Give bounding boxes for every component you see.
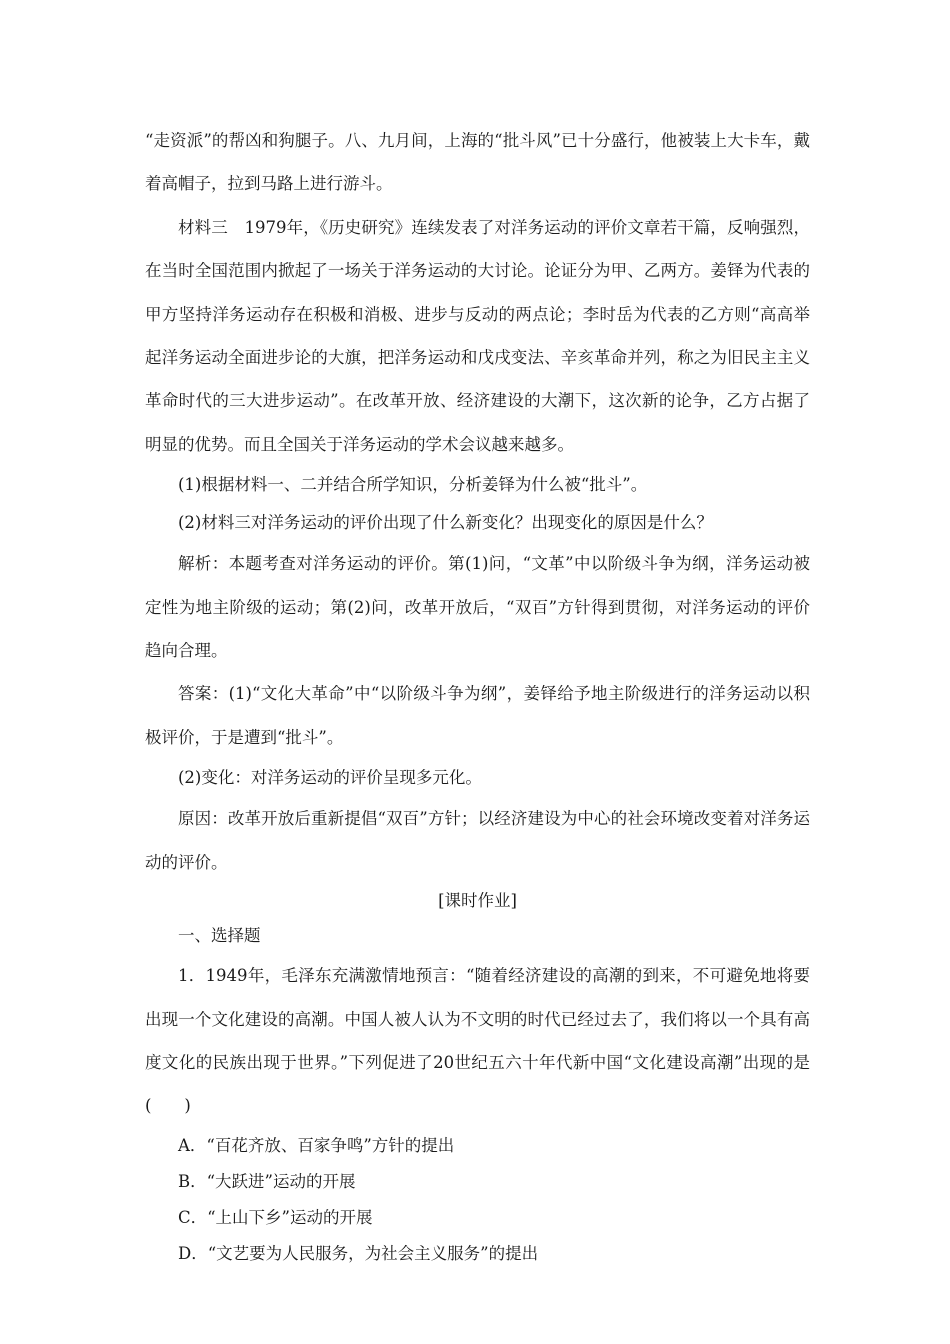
paragraph-material-two-end: “走资派”的帮凶和狗腿子。八、九月间，上海的“批斗风”已十分盛行，他被装上大卡车，戴着高帽子，拉到马路上进行游斗。 (145, 131, 810, 194)
option-b: B．“大跃进”运动的开展 (178, 1171, 356, 1191)
question-1-prompt: (1)根据材料一、二并结合所学知识，分析姜铎为什么被“批斗”。 (178, 475, 648, 495)
answer-change: (2)变化：对洋务运动的评价呈现多元化。 (178, 768, 482, 788)
option-c: C．“上山下乡”运动的开展 (178, 1207, 373, 1227)
option-a: A．“百花齐放、百家争鸣”方针的提出 (178, 1135, 455, 1155)
section-heading: 一、选择题 (178, 926, 261, 946)
question-stem: 1．1949年，毛泽东充满激情地预言：“随着经济建设的高潮的到来，不可避免地将要出现一个文化建设的高潮。中国人被人认为不文明的时代已经过去了，我们将以一个具有高度文化的民族出现于世界。”下列促进了20世纪五六十年代新中国“文化建设高潮”出现的是( ) (145, 966, 810, 1116)
analysis-paragraph: 解析：本题考查对洋务运动的评价。第(1)问，“文革”中以阶级斗争为纲，洋务运动被定性为地主阶级的运动；第(2)问，改革开放后，“双百”方针得到贯彻，对洋务运动的评价趋向合理。 (145, 554, 810, 661)
answer-reason: 原因：改革开放后重新提倡“双百”方针；以经济建设为中心的社会环境改变着对洋务运动的评价。 (145, 809, 810, 872)
answer-paragraph: 答案：(1)“文化大革命”中“以阶级斗争为纲”，姜铎给予地主阶级进行的洋务运动以积极评价，于是遭到“批斗”。 (145, 684, 810, 747)
paragraph-material-three: 材料三 1979年，《历史研究》连续发表了对洋务运动的评价文章若干篇，反响强烈，在当时全国范围内掀起了一场关于洋务运动的大讨论。论证分为甲、乙两方。姜铎为代表的甲方坚持洋务运动存在积极和消极、进步与反动的两点论；李时岳为代表的乙方则“高高举起洋务运动全面进步论的大旗，把洋务运动和戊戌变法、辛亥革命并列，称之为旧民主主义革命时代的三大进步运动”。在改革开放、经济建设的大潮下，这次新的论争，乙方占据了明显的优势。而且全国关于洋务运动的学术会议越来越多。 (145, 217, 810, 454)
homework-title: [课时作业] (438, 891, 517, 911)
question-2-prompt: (2)材料三对洋务运动的评价出现了什么新变化？出现变化的原因是什么？ (178, 513, 713, 533)
option-d: D．“文艺要为人民服务，为社会主义服务”的提出 (178, 1243, 539, 1263)
document-page (145, 119, 810, 1272)
